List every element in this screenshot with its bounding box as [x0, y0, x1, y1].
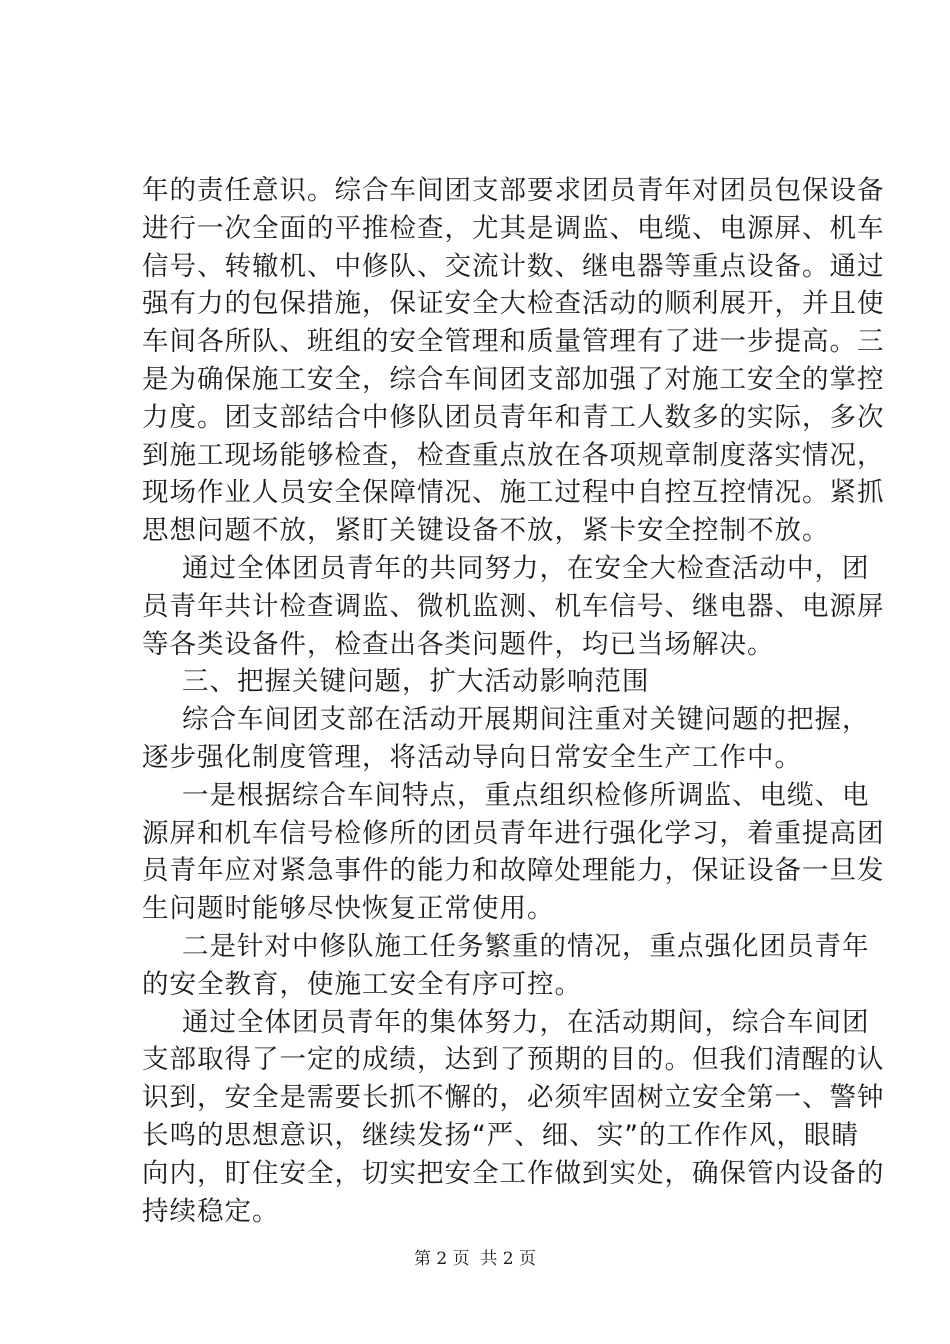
text-line: 力度。团支部结合中修队团员青年和青工人数多的实际，多次 [142, 401, 885, 433]
text-line: 持续稳定。 [142, 1195, 280, 1227]
text-line: 强有力的包保措施，保证安全大检查活动的顺利展开，并且使 [142, 288, 885, 320]
text-line: 是为确保施工安全，综合车间团支部加强了对施工安全的掌控 [142, 363, 885, 395]
text-line: 车间各所队、班组的安全管理和质量管理有了进一步提高。三 [142, 326, 885, 358]
text-line: 年的责任意识。综合车间团支部要求团员青年对团员包保设备 [142, 175, 885, 206]
text-line: 长鸣的思想意识，继续发扬“严、细、实”的工作作风，眼睛 [142, 1119, 859, 1151]
text-line: 进行一次全面的平推检查，尤其是调监、电缆、电源屏、机车 [142, 212, 885, 244]
text-line: 综合车间团支部在活动开展期间注重对关键问题的把握， [182, 704, 870, 736]
text-line: 一是根据综合车间特点，重点组织检修所调监、电缆、电 [182, 779, 870, 811]
section-heading: 三、把握关键问题，扩大活动影响范围 [182, 666, 650, 698]
text-line: 现场作业人员安全保障情况、施工过程中自控互控情况。紧抓 [142, 477, 885, 509]
text-line: 员青年应对紧急事件的能力和故障处理能力，保证设备一旦发 [142, 855, 885, 887]
text-line: 识到，安全是需要长抓不懈的，必须牢固树立安全第一、警钟 [142, 1082, 885, 1114]
text-line: 通过全体团员青年的共同努力，在安全大检查活动中，团 [182, 552, 870, 584]
text-line: 支部取得了一定的成绩，达到了预期的目的。但我们清醒的认 [142, 1044, 885, 1076]
text-line: 信号、转辙机、中修队、交流计数、继电器等重点设备。通过 [142, 250, 885, 282]
text-line: 员青年共计检查调监、微机监测、机车信号、继电器、电源屏 [142, 590, 885, 622]
text-line: 到施工现场能够检查，检查重点放在各项规章制度落实情况， [142, 439, 885, 471]
page-footer: 第 2 页 共 2 页 [413, 1249, 537, 1269]
text-line: 源屏和机车信号检修所的团员青年进行强化学习，着重提高团 [142, 817, 885, 849]
text-line: 向内，盯住安全，切实把安全工作做到实处，确保管内设备的 [142, 1157, 885, 1189]
text-line: 通过全体团员青年的集体努力，在活动期间，综合车间团 [182, 1006, 870, 1038]
document-body [142, 172, 885, 1230]
text-line: 的安全教育，使施工安全有序可控。 [142, 968, 582, 1000]
text-line: 等各类设备件，检查出各类问题件，均已当场解决。 [142, 628, 775, 660]
text-line: 二是针对中修队施工任务繁重的情况，重点强化团员青年 [182, 930, 870, 962]
text-line: 思想问题不放，紧盯关键设备不放，紧卡安全控制不放。 [142, 515, 830, 547]
text-line: 逐步强化制度管理，将活动导向日常安全生产工作中。 [142, 741, 802, 773]
text-line: 生问题时能够尽快恢复正常使用。 [142, 893, 555, 925]
